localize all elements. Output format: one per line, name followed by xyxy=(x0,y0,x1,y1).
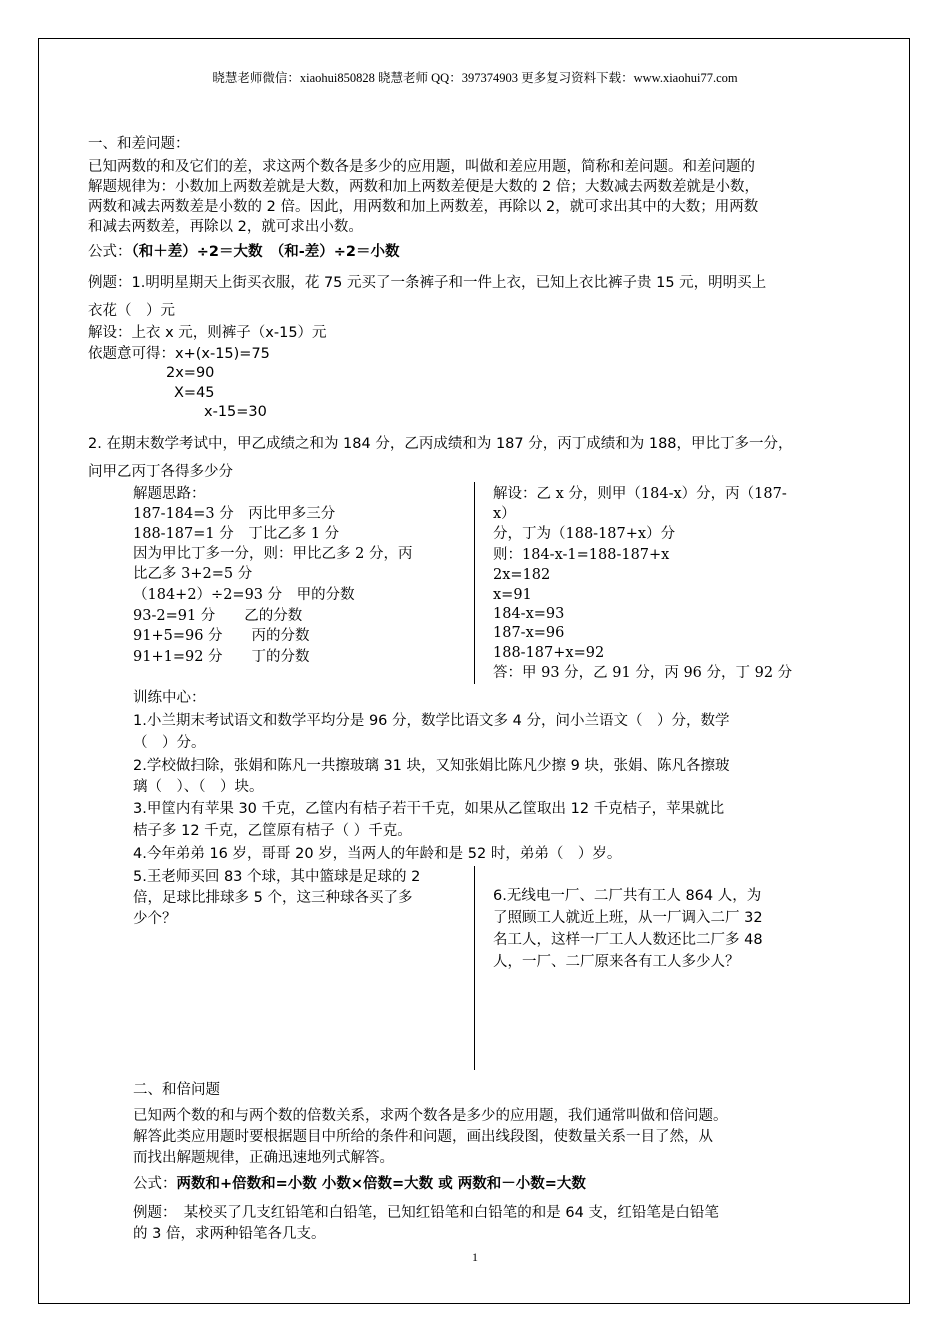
example1-line: 衣花（ ）元 xyxy=(88,303,175,319)
q6-line: 名工人，这样一厂工人人数还比二厂多 48 xyxy=(493,932,763,948)
q6-line: 6.无线电一厂、二厂共有工人 864 人，为 xyxy=(493,888,762,904)
right-col-line: x） xyxy=(493,506,516,522)
section1-intro-line: 已知两数的和及它们的差，求这两个数各是多少的应用题，叫做和差应用题，简称和差问题。和差问题的 xyxy=(88,159,755,175)
training-line: 4.今年弟弟 16 岁，哥哥 20 岁，当两人的年龄和是 52 时，弟弟（ ）岁。 xyxy=(133,846,622,862)
right-col-line: x=91 xyxy=(493,587,532,603)
left-col-line: 比乙多 3+2=5 分 xyxy=(133,566,253,582)
right-col-line: 187-x=96 xyxy=(493,625,565,641)
left-col-line: 187-184=3 分 丙比甲多三分 xyxy=(133,506,336,522)
section1-title: 一、和差问题： xyxy=(88,136,190,152)
formula-label: 公式： xyxy=(88,244,132,260)
formula-text: （和＋差）÷2＝大数 （和-差）÷2＝小数 xyxy=(131,244,400,260)
right-col-line: 解设：乙 x 分，则甲（184-x）分，丙（187- xyxy=(493,486,787,502)
left-col-line: （184+2）÷2=93 分 甲的分数 xyxy=(133,587,355,603)
formula-row xyxy=(133,1174,586,1194)
example1-line: 2x=90 xyxy=(166,365,215,381)
training-title: 训练中心： xyxy=(133,690,206,706)
section2-title: 二、和倍问题 xyxy=(133,1082,220,1098)
column-divider xyxy=(474,866,475,1070)
page-header: 晓慧老师微信：xiaohui850828 晓慧老师 QQ：397374903 更多复习资料下载：www.xiaohui77.com xyxy=(212,71,738,85)
q6-line: 了照顾工人就近上班，从一厂调入二厂 32 xyxy=(493,910,763,926)
page-number: 1 xyxy=(472,1250,478,1264)
training-line: 2.学校做扫除，张娟和陈凡一共擦玻璃 31 块，又知张娟比陈凡少擦 9 块，张娟、陈凡各擦玻 xyxy=(133,758,730,774)
q5-line: 5.王老师买回 83 个球，其中篮球是足球的 2 xyxy=(133,869,421,885)
right-col-line: 分，丁为（188-187+x）分 xyxy=(493,526,676,542)
left-col-line: 因为甲比丁多一分，则：甲比乙多 2 分，丙 xyxy=(133,546,413,562)
left-col-line: 93-2=91 分 乙的分数 xyxy=(133,608,303,624)
q5-line: 倍，足球比排球多 5 个，这三种球各买了多 xyxy=(133,890,413,906)
example1-line: x-15=30 xyxy=(204,404,267,420)
right-col-line: 188-187+x=92 xyxy=(493,645,605,661)
section1-intro-line: 解题规律为：小数加上两数差就是大数，两数和加上两数差便是大数的 2 倍；大数减去两数差就是小数， xyxy=(88,179,759,195)
section2-example-line: 例题： 某校买了几支红铅笔和白铅笔，已知红铅笔和白铅笔的和是 64 支，红铅笔是白铅笔 xyxy=(133,1205,719,1221)
formula-label: 公式： xyxy=(133,1176,177,1192)
formula-row xyxy=(88,242,400,262)
formula-text: 两数和+倍数和=小数 小数×倍数=大数 或 两数和－小数=大数 xyxy=(176,1176,586,1192)
right-col-line: 答：甲 93 分，乙 91 分，丙 96 分，丁 92 分 xyxy=(493,665,793,681)
section1-intro-line: 和减去两数差，再除以 2，就可求出小数。 xyxy=(88,219,363,235)
example1-line: 解设：上衣 x 元，则裤子（x-15）元 xyxy=(88,325,327,341)
left-col-line: 91+1=92 分 丁的分数 xyxy=(133,649,310,665)
section2-intro-line: 解答此类应用题时要根据题目中所给的条件和问题，画出线段图，使数量关系一目了然，从 xyxy=(133,1129,713,1145)
section2-intro-line: 而找出解题规律，正确迅速地列式解答。 xyxy=(133,1150,394,1166)
q6-line: 人，一厂、二厂原来各有工人多少人？ xyxy=(493,954,740,970)
example1-line: 依题意可得：x+(x-15)=75 xyxy=(88,346,270,362)
training-line: 璃（ ）、（ ）块。 xyxy=(133,779,264,795)
left-col-line: 188-187=1 分 丁比乙多 1 分 xyxy=(133,526,340,542)
section1-intro-line: 两数和减去两数差是小数的 2 倍。因此，用两数和加上两数差，再除以 2，就可求出其中的大数；用两数 xyxy=(88,199,759,215)
right-col-line: 2x=182 xyxy=(493,567,551,583)
training-line: 桔子多 12 千克，乙筐原有桔子（ ）千克。 xyxy=(133,823,412,839)
section2-intro-line: 已知两个数的和与两个数的倍数关系，求两个数各是多少的应用题，我们通常叫做和倍问题。 xyxy=(133,1108,728,1124)
example2-line: 2. 在期末数学考试中，甲乙成绩之和为 184 分，乙丙成绩和为 187 分，丙丁成绩和为 188，甲比丁多一分， xyxy=(88,436,793,452)
example1-line: 例题：1.明明星期天上街买衣服，花 75 元买了一条裤子和一件上衣，已知上衣比裤子贵 15 元，明明买上 xyxy=(88,275,767,291)
training-line: 1.小兰期末考试语文和数学平均分是 96 分，数学比语文多 4 分，问小兰语文（ ）分，数学 xyxy=(133,713,730,729)
training-line: 3.甲筐内有苹果 30 千克，乙筐内有桔子若干千克，如果从乙筐取出 12 千克桔子，苹果就比 xyxy=(133,801,725,817)
training-line: （ ）分。 xyxy=(133,735,206,751)
right-col-line: 则：184-x-1=188-187+x xyxy=(493,547,670,563)
section2-example-line: 的 3 倍，求两种铅笔各几支。 xyxy=(133,1226,326,1242)
example2-line: 问甲乙丙丁各得多少分 xyxy=(88,464,233,480)
example1-line: X=45 xyxy=(174,385,215,401)
left-col-line: 91+5=96 分 丙的分数 xyxy=(133,628,310,644)
right-col-line: 184-x=93 xyxy=(493,606,565,622)
q5-line: 少个？ xyxy=(133,911,177,927)
left-col-line: 解题思路： xyxy=(133,486,206,502)
column-divider xyxy=(474,482,475,684)
